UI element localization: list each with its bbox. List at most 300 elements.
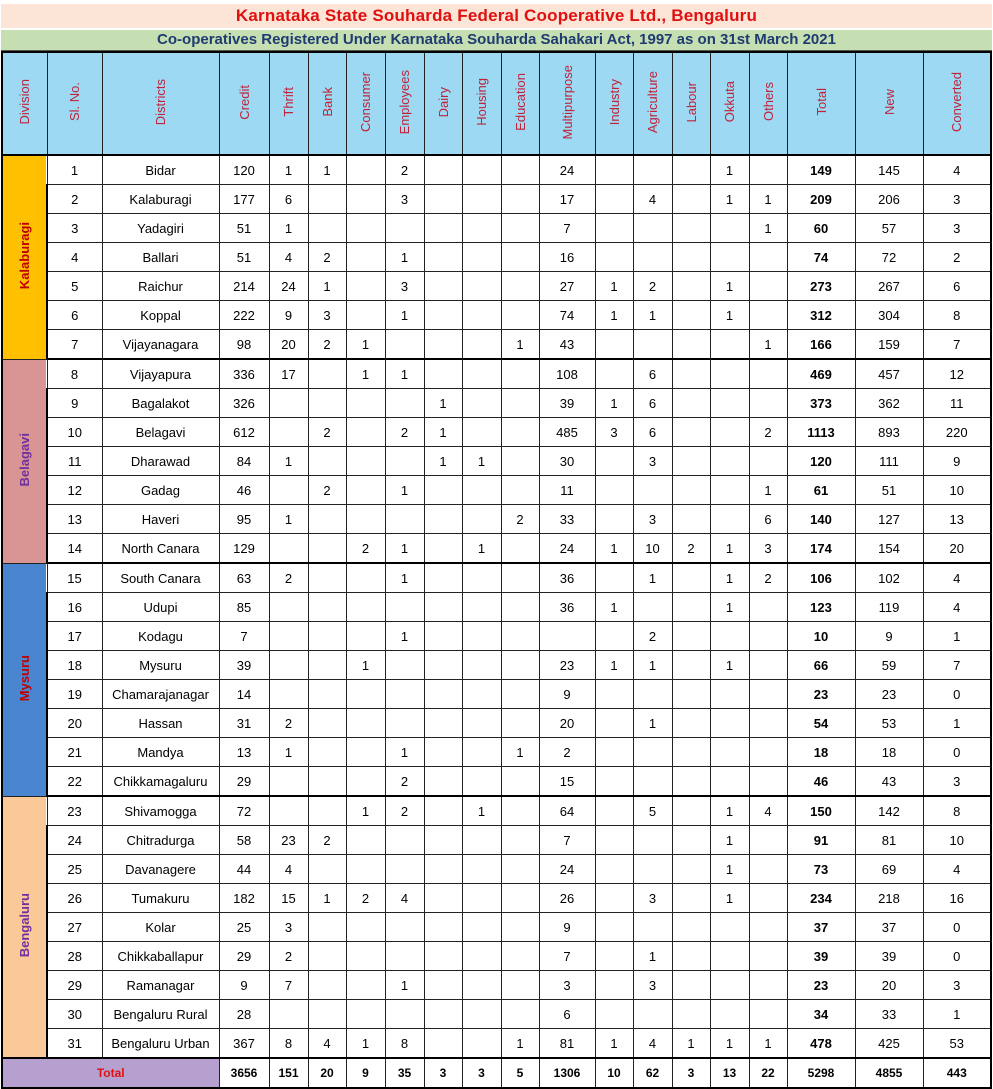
- cell-bank: [308, 680, 346, 709]
- cell-employees: [385, 913, 424, 942]
- cell-bank: [308, 738, 346, 767]
- cell-others: 1: [749, 476, 787, 505]
- cell-housing: [462, 214, 501, 243]
- table-row: [2, 214, 991, 243]
- cell-sl: 23: [47, 796, 102, 826]
- cell-converted: 4: [923, 155, 991, 185]
- cell-multipurpose: 9: [539, 680, 595, 709]
- cell-consumer: [346, 214, 385, 243]
- cell-bank: [308, 1000, 346, 1029]
- cell-multipurpose: 2: [539, 738, 595, 767]
- cell-credit: 336: [219, 359, 269, 389]
- cell-consumer: [346, 447, 385, 476]
- cell-others: 2: [749, 418, 787, 447]
- cell-converted: 7: [923, 330, 991, 360]
- cell-agriculture: [633, 243, 672, 272]
- cell-multipurpose: 33: [539, 505, 595, 534]
- cell-education: [501, 971, 539, 1000]
- cell-labour: [672, 971, 710, 1000]
- cell-agriculture: 2: [633, 272, 672, 301]
- cell-converted: 1: [923, 709, 991, 738]
- cell-agriculture: 1: [633, 942, 672, 971]
- cell-education: [501, 534, 539, 564]
- cell-converted: 3: [923, 185, 991, 214]
- cell-industry: [595, 942, 633, 971]
- cell-multipurpose: 36: [539, 593, 595, 622]
- cell-others: [749, 709, 787, 738]
- cell-housing: 1: [462, 534, 501, 564]
- cell-total: 234: [787, 884, 855, 913]
- cell-converted: 16: [923, 884, 991, 913]
- cell-dairy: 1: [424, 447, 462, 476]
- cell-dairy: [424, 884, 462, 913]
- cell-new: 23: [855, 680, 923, 709]
- table-row: [2, 418, 991, 447]
- cell-labour: [672, 185, 710, 214]
- cell-multipurpose: 81: [539, 1029, 595, 1059]
- cell-education: [501, 418, 539, 447]
- cell-dairy: [424, 185, 462, 214]
- cell-total: 149: [787, 155, 855, 185]
- header-employees: [385, 52, 424, 155]
- cell-consumer: [346, 738, 385, 767]
- cell-multipurpose: 30: [539, 447, 595, 476]
- cell-labour: [672, 884, 710, 913]
- cell-education: [501, 680, 539, 709]
- cell-employees: 1: [385, 534, 424, 564]
- cell-sl: 8: [47, 359, 102, 389]
- cell-thrift: [269, 418, 308, 447]
- header-housing: [462, 52, 501, 155]
- cell-new: 69: [855, 855, 923, 884]
- cell-okkuta: 1: [710, 593, 749, 622]
- cell-industry: 1: [595, 534, 633, 564]
- cell-thrift: [269, 476, 308, 505]
- cell-dairy: [424, 505, 462, 534]
- cell-new: 362: [855, 389, 923, 418]
- table-row: [2, 680, 991, 709]
- cell-housing: [462, 622, 501, 651]
- cell-education: [501, 767, 539, 797]
- cell-dairy: [424, 1000, 462, 1029]
- cell-credit: 9: [219, 971, 269, 1000]
- cell-okkuta: [710, 709, 749, 738]
- cell-agriculture: 1: [633, 301, 672, 330]
- cell-others: [749, 243, 787, 272]
- cell-district: Chikkamagaluru: [102, 767, 219, 797]
- cell-new: 81: [855, 826, 923, 855]
- cell-credit: 72: [219, 796, 269, 826]
- cell-sl: 31: [47, 1029, 102, 1059]
- cell-others: [749, 272, 787, 301]
- cell-district: Bidar: [102, 155, 219, 185]
- cell-dairy: [424, 913, 462, 942]
- cell-converted: 3: [923, 767, 991, 797]
- cell-credit: 13: [219, 738, 269, 767]
- cell-bank: [308, 709, 346, 738]
- cell-dairy: [424, 243, 462, 272]
- cell-education: 1: [501, 330, 539, 360]
- cell-okkuta: [710, 243, 749, 272]
- cell-agriculture: [633, 155, 672, 185]
- cell-dairy: 1: [424, 418, 462, 447]
- cell-bank: [308, 651, 346, 680]
- table-body: [2, 155, 991, 1088]
- cell-thrift: 2: [269, 942, 308, 971]
- cell-labour: [672, 214, 710, 243]
- cell-education: [501, 826, 539, 855]
- cell-industry: [595, 330, 633, 360]
- cell-education: [501, 301, 539, 330]
- cell-sl: 3: [47, 214, 102, 243]
- cell-consumer: [346, 942, 385, 971]
- cell-dairy: [424, 534, 462, 564]
- cell-thrift: 3: [269, 913, 308, 942]
- cell-credit: 177: [219, 185, 269, 214]
- cell-others: [749, 155, 787, 185]
- cell-okkuta: 1: [710, 563, 749, 593]
- cell-total: 61: [787, 476, 855, 505]
- cell-dairy: [424, 855, 462, 884]
- cell-converted: 8: [923, 796, 991, 826]
- table-row: [2, 593, 991, 622]
- cell-okkuta: 1: [710, 651, 749, 680]
- cell-sl: 1: [47, 155, 102, 185]
- cell-district: Gadag: [102, 476, 219, 505]
- cell-others: 1: [749, 185, 787, 214]
- cell-bank: [308, 767, 346, 797]
- cell-multipurpose: 6: [539, 1000, 595, 1029]
- cell-converted: 9: [923, 447, 991, 476]
- cell-housing: [462, 942, 501, 971]
- total-consumer: 9: [346, 1058, 385, 1088]
- cell-okkuta: [710, 767, 749, 797]
- cell-agriculture: 5: [633, 796, 672, 826]
- cell-sl: 29: [47, 971, 102, 1000]
- cell-district: North Canara: [102, 534, 219, 564]
- cell-thrift: [269, 534, 308, 564]
- cell-consumer: [346, 971, 385, 1000]
- cell-agriculture: [633, 913, 672, 942]
- cell-district: Koppal: [102, 301, 219, 330]
- table-row: [2, 447, 991, 476]
- cell-credit: 44: [219, 855, 269, 884]
- cell-consumer: [346, 476, 385, 505]
- cell-dairy: [424, 826, 462, 855]
- cell-labour: [672, 913, 710, 942]
- table-row: [2, 709, 991, 738]
- header-label: Labour: [683, 81, 699, 123]
- cell-industry: 1: [595, 651, 633, 680]
- cell-credit: 120: [219, 155, 269, 185]
- cell-credit: 182: [219, 884, 269, 913]
- cell-bank: 2: [308, 826, 346, 855]
- cell-okkuta: [710, 680, 749, 709]
- cell-new: 72: [855, 243, 923, 272]
- cell-housing: [462, 418, 501, 447]
- cell-housing: [462, 155, 501, 185]
- cell-others: [749, 301, 787, 330]
- table-row: [2, 1000, 991, 1029]
- cell-multipurpose: 17: [539, 185, 595, 214]
- cell-okkuta: 1: [710, 796, 749, 826]
- cell-district: Vijayanagara: [102, 330, 219, 360]
- cell-credit: 222: [219, 301, 269, 330]
- header-label: Converted: [949, 72, 965, 132]
- cell-credit: 31: [219, 709, 269, 738]
- table-row: [2, 272, 991, 301]
- cell-labour: [672, 563, 710, 593]
- cell-sl: 2: [47, 185, 102, 214]
- cell-consumer: [346, 1000, 385, 1029]
- cell-consumer: [346, 185, 385, 214]
- cell-education: [501, 447, 539, 476]
- cell-housing: [462, 593, 501, 622]
- cell-total: 273: [787, 272, 855, 301]
- cell-labour: [672, 767, 710, 797]
- table-row: [2, 359, 991, 389]
- division-label: Mysuru: [16, 654, 32, 702]
- cell-employees: [385, 709, 424, 738]
- cell-agriculture: 10: [633, 534, 672, 564]
- cell-others: [749, 447, 787, 476]
- cell-sl: 11: [47, 447, 102, 476]
- cell-credit: 51: [219, 214, 269, 243]
- cell-agriculture: 4: [633, 185, 672, 214]
- cell-consumer: [346, 563, 385, 593]
- cell-okkuta: [710, 1000, 749, 1029]
- cell-employees: 2: [385, 155, 424, 185]
- cell-labour: [672, 942, 710, 971]
- table-row: [2, 738, 991, 767]
- cell-housing: [462, 389, 501, 418]
- cell-labour: [672, 593, 710, 622]
- cell-education: [501, 913, 539, 942]
- cell-agriculture: [633, 476, 672, 505]
- cell-okkuta: [710, 214, 749, 243]
- cell-district: Shivamogga: [102, 796, 219, 826]
- cell-industry: 3: [595, 418, 633, 447]
- table-row: [2, 855, 991, 884]
- cell-bank: 2: [308, 418, 346, 447]
- cell-sl: 26: [47, 884, 102, 913]
- cell-new: 159: [855, 330, 923, 360]
- table-row: [2, 505, 991, 534]
- cell-agriculture: 3: [633, 884, 672, 913]
- cell-industry: [595, 563, 633, 593]
- cell-district: Mandya: [102, 738, 219, 767]
- header-label: Employees: [397, 69, 412, 135]
- cell-credit: 214: [219, 272, 269, 301]
- cell-others: [749, 1000, 787, 1029]
- total-education: 5: [501, 1058, 539, 1088]
- cell-labour: [672, 447, 710, 476]
- cell-new: 218: [855, 884, 923, 913]
- cell-others: [749, 767, 787, 797]
- table-row: [2, 651, 991, 680]
- cell-thrift: [269, 651, 308, 680]
- cell-housing: [462, 330, 501, 360]
- cell-labour: [672, 359, 710, 389]
- cell-labour: [672, 243, 710, 272]
- cell-agriculture: [633, 680, 672, 709]
- cell-okkuta: 1: [710, 301, 749, 330]
- cell-okkuta: 1: [710, 855, 749, 884]
- cell-credit: 85: [219, 593, 269, 622]
- cell-new: 893: [855, 418, 923, 447]
- cell-housing: 1: [462, 447, 501, 476]
- table-row: [2, 942, 991, 971]
- cell-multipurpose: 24: [539, 855, 595, 884]
- cell-others: [749, 359, 787, 389]
- cell-consumer: [346, 826, 385, 855]
- cell-bank: [308, 622, 346, 651]
- table-row: [2, 622, 991, 651]
- cell-total: 120: [787, 447, 855, 476]
- cell-labour: 1: [672, 1029, 710, 1059]
- cell-education: 1: [501, 738, 539, 767]
- cell-new: 102: [855, 563, 923, 593]
- cell-industry: [595, 185, 633, 214]
- cell-district: Yadagiri: [102, 214, 219, 243]
- cell-dairy: [424, 1029, 462, 1059]
- cell-consumer: 1: [346, 651, 385, 680]
- cell-consumer: [346, 680, 385, 709]
- cell-consumer: [346, 418, 385, 447]
- cell-employees: 1: [385, 301, 424, 330]
- cell-sl: 25: [47, 855, 102, 884]
- cell-education: [501, 622, 539, 651]
- cell-sl: 15: [47, 563, 102, 593]
- cell-multipurpose: 23: [539, 651, 595, 680]
- cell-converted: 10: [923, 476, 991, 505]
- cell-total: 66: [787, 651, 855, 680]
- cell-housing: [462, 243, 501, 272]
- table-row: [2, 796, 991, 826]
- header-labour: [672, 52, 710, 155]
- cell-credit: 29: [219, 767, 269, 797]
- cell-consumer: [346, 505, 385, 534]
- header-label: Housing: [474, 78, 489, 126]
- division-label: Kalaburagi: [16, 222, 32, 290]
- cell-total: 150: [787, 796, 855, 826]
- division-belagavi: [2, 359, 47, 563]
- cell-employees: [385, 330, 424, 360]
- header-others: [749, 52, 787, 155]
- cell-employees: [385, 942, 424, 971]
- cell-dairy: [424, 942, 462, 971]
- header-okkuta: [710, 52, 749, 155]
- cell-converted: 6: [923, 272, 991, 301]
- cell-multipurpose: 7: [539, 826, 595, 855]
- cell-agriculture: [633, 330, 672, 360]
- cell-total: 123: [787, 593, 855, 622]
- cell-credit: 46: [219, 476, 269, 505]
- cell-sl: 20: [47, 709, 102, 738]
- cell-bank: [308, 534, 346, 564]
- header-label: Credit: [236, 84, 252, 120]
- header-thrift: [269, 52, 308, 155]
- header-label: Division: [17, 79, 33, 125]
- cell-housing: [462, 884, 501, 913]
- cell-dairy: [424, 563, 462, 593]
- cell-housing: [462, 1029, 501, 1059]
- cell-multipurpose: 7: [539, 942, 595, 971]
- cell-total: 23: [787, 680, 855, 709]
- cell-thrift: 1: [269, 447, 308, 476]
- header-label: Others: [760, 82, 776, 122]
- cell-education: [501, 709, 539, 738]
- cell-multipurpose: 3: [539, 971, 595, 1000]
- cell-labour: [672, 155, 710, 185]
- cell-consumer: [346, 767, 385, 797]
- cell-okkuta: 1: [710, 826, 749, 855]
- cell-industry: [595, 767, 633, 797]
- cell-converted: 11: [923, 389, 991, 418]
- total-converted: 443: [923, 1058, 991, 1088]
- cell-district: Vijayapura: [102, 359, 219, 389]
- table-row: [2, 1029, 991, 1059]
- cell-credit: 367: [219, 1029, 269, 1059]
- cell-new: 206: [855, 185, 923, 214]
- cell-multipurpose: [539, 622, 595, 651]
- cell-housing: [462, 1000, 501, 1029]
- cell-district: Udupi: [102, 593, 219, 622]
- cell-agriculture: [633, 767, 672, 797]
- total-label: Total: [2, 1058, 219, 1088]
- cell-total: 37: [787, 913, 855, 942]
- header-label: Thrift: [281, 87, 296, 117]
- cell-new: 111: [855, 447, 923, 476]
- cell-sl: 7: [47, 330, 102, 360]
- cell-total: 60: [787, 214, 855, 243]
- cell-total: 18: [787, 738, 855, 767]
- cell-district: Kalaburagi: [102, 185, 219, 214]
- cell-dairy: [424, 622, 462, 651]
- cell-dairy: [424, 155, 462, 185]
- cell-dairy: [424, 651, 462, 680]
- cell-total: 91: [787, 826, 855, 855]
- cell-total: 166: [787, 330, 855, 360]
- division-bengaluru: [2, 796, 47, 1058]
- cell-okkuta: [710, 738, 749, 767]
- cell-total: 469: [787, 359, 855, 389]
- cell-industry: [595, 505, 633, 534]
- cell-new: 142: [855, 796, 923, 826]
- cell-others: [749, 971, 787, 1000]
- cell-thrift: 2: [269, 563, 308, 593]
- cell-okkuta: [710, 447, 749, 476]
- cell-multipurpose: 7: [539, 214, 595, 243]
- cell-new: 57: [855, 214, 923, 243]
- cell-okkuta: [710, 418, 749, 447]
- cell-thrift: 4: [269, 243, 308, 272]
- cell-agriculture: [633, 1000, 672, 1029]
- cell-industry: 1: [595, 272, 633, 301]
- cell-industry: [595, 971, 633, 1000]
- cell-agriculture: [633, 855, 672, 884]
- cell-bank: [308, 563, 346, 593]
- cell-okkuta: [710, 330, 749, 360]
- cell-bank: 3: [308, 301, 346, 330]
- cell-district: Tumakuru: [102, 884, 219, 913]
- cell-sl: 17: [47, 622, 102, 651]
- cell-labour: [672, 330, 710, 360]
- cell-thrift: [269, 389, 308, 418]
- cell-labour: [672, 476, 710, 505]
- total-total: 5298: [787, 1058, 855, 1088]
- cell-credit: 129: [219, 534, 269, 564]
